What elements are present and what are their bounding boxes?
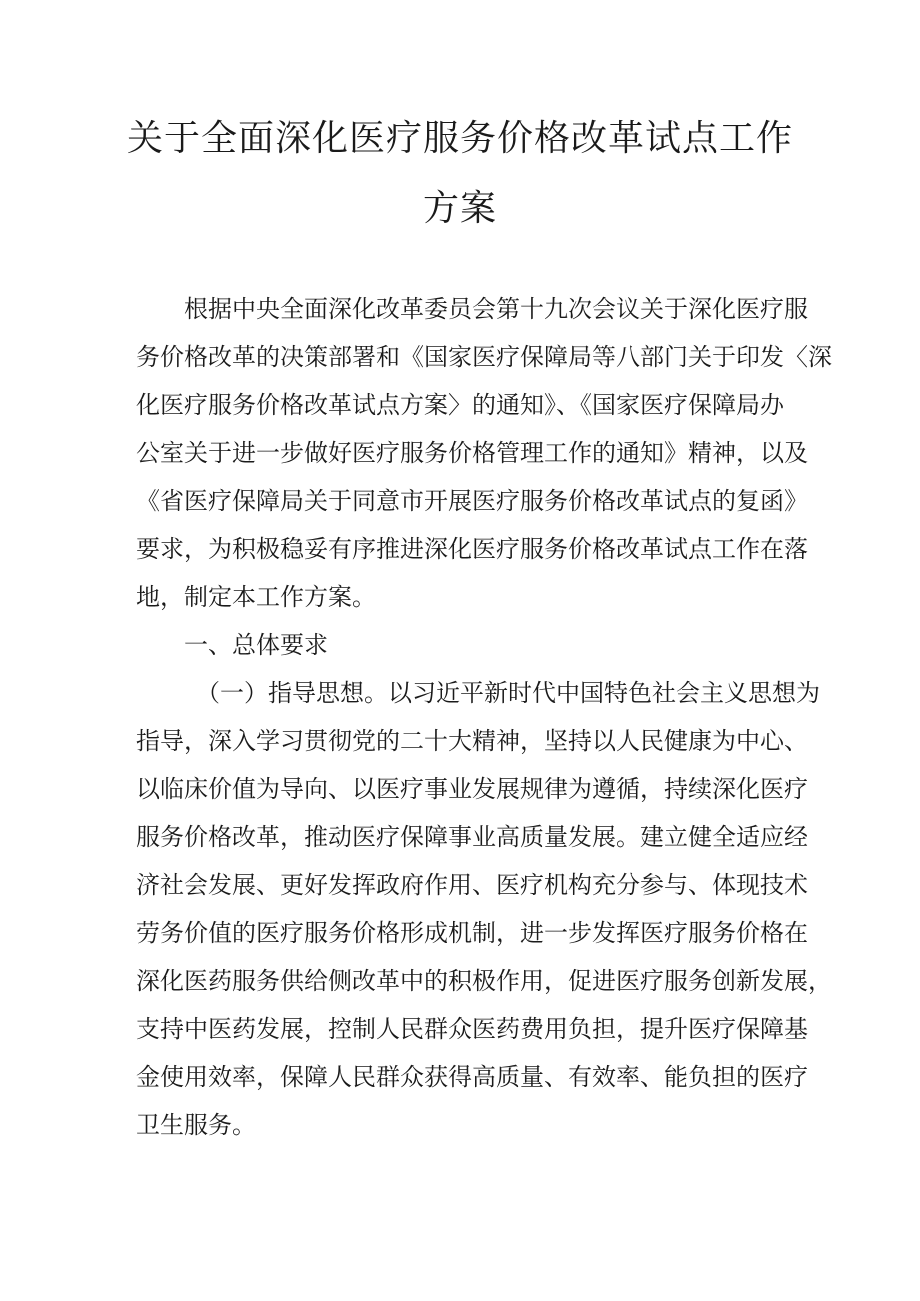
body-line: 劳务价值的医疗服务价格形成机制，进一步发挥医疗服务价格在 [136, 919, 808, 947]
body-line: 地，制定本工作方案。 [136, 583, 376, 611]
document-title-line-1: 关于全面深化医疗服务价格改革试点工作 [126, 118, 793, 159]
body-line: 服务价格改革，推动医疗保障事业高质量发展。建立健全适应经 [136, 823, 808, 851]
body-line: 根据中央全面深化改革委员会第十九次会议关于深化医疗服 [184, 295, 808, 323]
body-line: 以临床价值为导向、以医疗事业发展规律为遵循，持续深化医疗 [136, 775, 808, 803]
body-line: 深化医药服务供给侧改革中的积极作用，促进医疗服务创新发展， [136, 967, 832, 995]
body-line: 金使用效率，保障人民群众获得高质量、有效率、能负担的医疗 [136, 1063, 808, 1091]
body-line: 支持中医药发展，控制人民群众医药费用负担，提升医疗保障基 [136, 1015, 808, 1043]
body-line: 济社会发展、更好发挥政府作用、医疗机构充分参与、体现技术 [136, 871, 808, 899]
document-title-line-2: 方案 [422, 188, 497, 229]
body-line: 化医疗服务价格改革试点方案〉的通知》、《国家医疗保障局办 [136, 391, 784, 419]
body-line: 要求，为积极稳妥有序推进深化医疗服务价格改革试点工作在落 [136, 535, 808, 563]
subsection-heading-line: （一）指导思想。以习近平新时代中国特色社会主义思想为 [196, 679, 820, 707]
body-line: 公室关于进一步做好医疗服务价格管理工作的通知》精神，以及 [136, 439, 808, 467]
section-heading: 一、总体要求 [184, 631, 328, 659]
body-line: 指导，深入学习贯彻党的二十大精神，坚持以人民健康为中心、 [136, 727, 808, 755]
body-line: 卫生服务。 [136, 1111, 256, 1139]
body-line: 务价格改革的决策部署和《国家医疗保障局等八部门关于印发〈深 [136, 343, 832, 371]
body-line: 《省医疗保障局关于同意市开展医疗服务价格改革试点的复函》 [136, 487, 808, 515]
